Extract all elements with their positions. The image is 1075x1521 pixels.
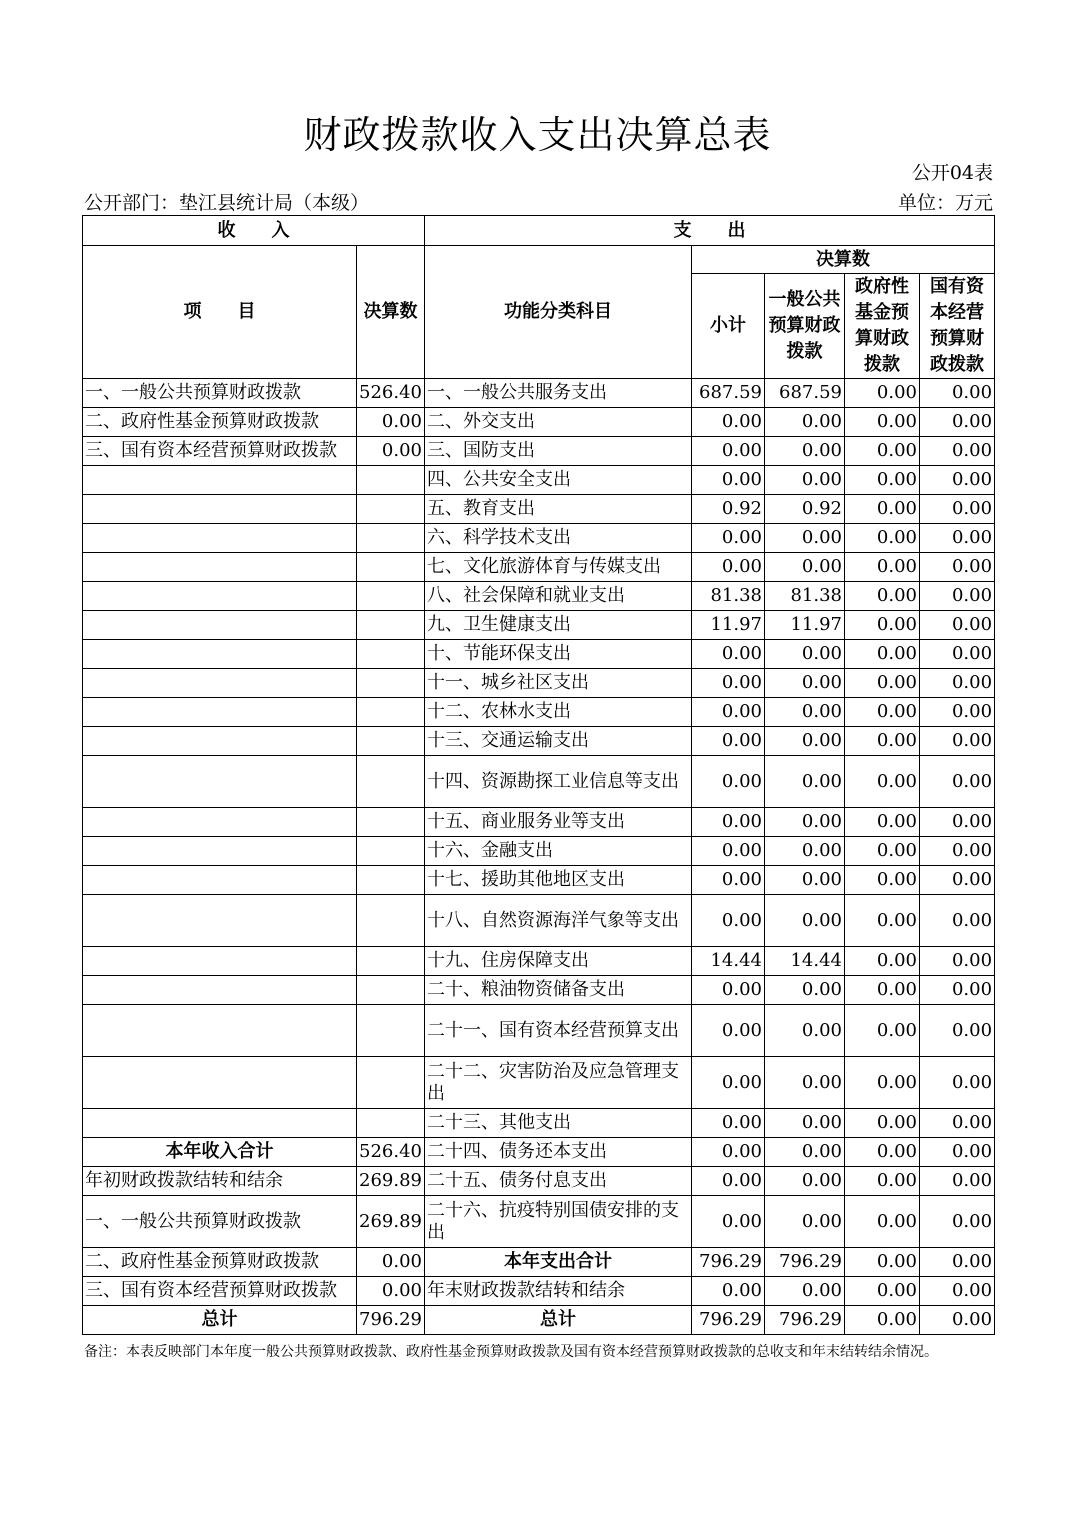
fund-value: 0.00 [845,640,920,669]
income-amount: 269.89 [357,1196,425,1248]
general-value: 14.44 [765,947,845,976]
state-value: 0.00 [920,895,995,947]
income-item-label [83,553,357,582]
expense-item-label: 十一、城乡社区支出 [425,669,692,698]
subtotal-value: 0.00 [692,408,765,437]
income-amount [357,640,425,669]
fund-value: 0.00 [845,976,920,1005]
budget-table [82,215,995,1335]
fund-value: 0.00 [845,1109,920,1138]
general-value: 0.00 [765,976,845,1005]
table-row [83,437,995,466]
income-item-label [83,611,357,640]
expense-item-label: 二十三、其他支出 [425,1109,692,1138]
state-value: 0.00 [920,466,995,495]
state-value: 0.00 [920,698,995,727]
table-row [83,947,995,976]
income-amount [357,611,425,640]
state-value: 0.00 [920,837,995,866]
general-value: 0.00 [765,640,845,669]
general-value: 0.00 [765,1167,845,1196]
state-value: 0.00 [920,495,995,524]
table-row [83,837,995,866]
subtotal-value: 0.00 [692,524,765,553]
fund-value: 0.00 [845,1306,920,1335]
income-item-label [83,582,357,611]
income-amount [357,727,425,756]
expense-item-label: 四、公共安全支出 [425,466,692,495]
state-value: 0.00 [920,1167,995,1196]
table-row [83,698,995,727]
expense-item-label: 九、卫生健康支出 [425,611,692,640]
income-amount: 0.00 [357,1248,425,1277]
state-value: 0.00 [920,866,995,895]
income-amount [357,495,425,524]
income-item-label [83,1109,357,1138]
table-row [83,1167,995,1196]
general-value: 0.00 [765,1005,845,1057]
subtotal-value: 81.38 [692,582,765,611]
expense-item-label: 十二、农林水支出 [425,698,692,727]
income-amount [357,698,425,727]
expense-item-label: 八、社会保障和就业支出 [425,582,692,611]
subtotal-value: 14.44 [692,947,765,976]
income-amount: 0.00 [357,408,425,437]
income-amount: 796.29 [357,1306,425,1335]
state-value: 0.00 [920,1057,995,1109]
fund-value: 0.00 [845,553,920,582]
fund-value: 0.00 [845,1005,920,1057]
expense-item-label: 十三、交通运输支出 [425,727,692,756]
table-row [83,1057,995,1109]
general-header: 一般公共预算财政拨款 [765,274,845,379]
table-row [83,1306,995,1335]
state-value: 0.00 [920,1138,995,1167]
table-note: 备注：本表反映部门本年度一般公共预算财政拨款、政府性基金预算财政拨款及国有资本经营预算财政拨款的总收支和年末结转结余情况。 [84,1344,938,1360]
general-value: 0.00 [765,808,845,837]
expense-item-label: 十、节能环保支出 [425,640,692,669]
state-value: 0.00 [920,582,995,611]
table-row [83,1248,995,1277]
header-row-mid [83,246,995,274]
general-value: 796.29 [765,1306,845,1335]
subtotal-value: 0.00 [692,698,765,727]
table-row [83,727,995,756]
income-item-label [83,1005,357,1057]
table-row [83,379,995,408]
table-row [83,611,995,640]
income-item-label: 三、国有资本经营预算财政拨款 [83,437,357,466]
state-value: 0.00 [920,1109,995,1138]
income-item-label [83,976,357,1005]
table-row [83,895,995,947]
table-row [83,408,995,437]
expense-item-label: 二十二、灾害防治及应急管理支出 [425,1057,692,1109]
expense-item-label: 十九、住房保障支出 [425,947,692,976]
expense-item-label: 总计 [425,1306,692,1335]
income-item-label [83,756,357,808]
expense-item-label: 一、一般公共服务支出 [425,379,692,408]
fund-value: 0.00 [845,582,920,611]
income-amount [357,582,425,611]
subtotal-value: 0.00 [692,466,765,495]
subtotal-value: 0.00 [692,1196,765,1248]
income-item-label: 三、国有资本经营预算财政拨款 [83,1277,357,1306]
fund-value: 0.00 [845,1277,920,1306]
subtotal-value: 0.00 [692,1138,765,1167]
income-amount [357,466,425,495]
table-row [83,1109,995,1138]
subtotal-value: 0.00 [692,727,765,756]
general-value: 0.00 [765,437,845,466]
amount-header: 决算数 [357,246,425,379]
table-row [83,669,995,698]
state-value: 0.00 [920,1196,995,1248]
state-value: 0.00 [920,808,995,837]
income-item-label: 一、一般公共预算财政拨款 [83,1196,357,1248]
fund-value: 0.00 [845,1196,920,1248]
expense-item-label: 五、教育支出 [425,495,692,524]
expense-item-label: 十五、商业服务业等支出 [425,808,692,837]
func-header: 功能分类科目 [425,246,692,379]
income-item-label: 二、政府性基金预算财政拨款 [83,1248,357,1277]
general-value: 0.00 [765,553,845,582]
state-value: 0.00 [920,437,995,466]
fund-value: 0.00 [845,611,920,640]
income-amount [357,1109,425,1138]
general-value: 0.00 [765,1138,845,1167]
table-row [83,976,995,1005]
expense-item-label: 本年支出合计 [425,1248,692,1277]
income-item-label [83,947,357,976]
state-value: 0.00 [920,408,995,437]
state-value: 0.00 [920,640,995,669]
expense-item-label: 二十一、国有资本经营预算支出 [425,1005,692,1057]
expense-item-label: 十四、资源勘探工业信息等支出 [425,756,692,808]
table-row [83,466,995,495]
subtotal-value: 0.00 [692,756,765,808]
subtotal-value: 0.92 [692,495,765,524]
income-amount: 269.89 [357,1167,425,1196]
income-amount: 526.40 [357,379,425,408]
fund-value: 0.00 [845,408,920,437]
expense-item-label: 年末财政拨款结转和结余 [425,1277,692,1306]
general-value: 0.00 [765,866,845,895]
table-row [83,866,995,895]
expense-item-label: 十八、自然资源海洋气象等支出 [425,895,692,947]
table-row [83,640,995,669]
fund-value: 0.00 [845,466,920,495]
income-item-label [83,727,357,756]
subtotal-value: 0.00 [692,837,765,866]
fund-header: 政府性基金预算财政拨款 [845,274,920,379]
expense-item-label: 六、科学技术支出 [425,524,692,553]
general-value: 0.00 [765,524,845,553]
expense-item-label: 二、外交支出 [425,408,692,437]
income-amount [357,808,425,837]
income-item-label [83,524,357,553]
income-amount [357,553,425,582]
fund-value: 0.00 [845,895,920,947]
fund-value: 0.00 [845,524,920,553]
income-item-label [83,698,357,727]
table-row [83,524,995,553]
income-amount [357,837,425,866]
state-value: 0.00 [920,1248,995,1277]
state-value: 0.00 [920,1277,995,1306]
state-value: 0.00 [920,727,995,756]
income-item-label [83,1057,357,1109]
table-row [83,1277,995,1306]
subtotal-value: 0.00 [692,669,765,698]
general-value: 81.38 [765,582,845,611]
general-value: 687.59 [765,379,845,408]
final-header: 决算数 [692,246,995,274]
income-amount: 526.40 [357,1138,425,1167]
form-number: 公开04表 [911,162,993,184]
expense-item-label: 十七、援助其他地区支出 [425,866,692,895]
subtotal-value: 796.29 [692,1248,765,1277]
general-value: 0.00 [765,698,845,727]
income-amount [357,976,425,1005]
expense-item-label: 三、国防支出 [425,437,692,466]
subtotal-value: 0.00 [692,437,765,466]
income-item-label: 本年收入合计 [83,1138,357,1167]
state-value: 0.00 [920,947,995,976]
income-item-label [83,808,357,837]
expense-item-label: 二十六、抗疫特别国债安排的支出 [425,1196,692,1248]
subtotal-value: 687.59 [692,379,765,408]
state-value: 0.00 [920,553,995,582]
fund-value: 0.00 [845,1057,920,1109]
state-value: 0.00 [920,524,995,553]
income-amount: 0.00 [357,437,425,466]
unit-label: 单位：万元 [897,192,993,214]
fund-value: 0.00 [845,1167,920,1196]
subtotal-value: 0.00 [692,1109,765,1138]
subtotal-value: 0.00 [692,1057,765,1109]
expense-item-label: 七、文化旅游体育与传媒支出 [425,553,692,582]
table-row [83,1005,995,1057]
item-header: 项 目 [83,246,357,379]
state-value: 0.00 [920,669,995,698]
table-row [83,553,995,582]
income-amount [357,866,425,895]
fund-value: 0.00 [845,866,920,895]
income-item-label [83,466,357,495]
fund-value: 0.00 [845,808,920,837]
table-row [83,1196,995,1248]
general-value: 0.00 [765,895,845,947]
fund-value: 0.00 [845,669,920,698]
state-value: 0.00 [920,379,995,408]
income-amount [357,1057,425,1109]
general-value: 0.00 [765,1109,845,1138]
subtotal-value: 0.00 [692,640,765,669]
subtotal-value: 0.00 [692,895,765,947]
subtotal-value: 0.00 [692,866,765,895]
general-value: 0.92 [765,495,845,524]
subtotal-value: 0.00 [692,1005,765,1057]
fund-value: 0.00 [845,495,920,524]
income-item-label [83,640,357,669]
income-item-label [83,837,357,866]
fund-value: 0.00 [845,756,920,808]
fund-value: 0.00 [845,837,920,866]
income-amount [357,524,425,553]
expense-item-label: 二十五、债务付息支出 [425,1167,692,1196]
state-value: 0.00 [920,1306,995,1335]
subtotal-value: 0.00 [692,1167,765,1196]
state-value: 0.00 [920,756,995,808]
subtotal-value: 0.00 [692,1277,765,1306]
general-value: 0.00 [765,727,845,756]
income-amount [357,895,425,947]
income-item-label [83,895,357,947]
income-item-label [83,866,357,895]
state-value: 0.00 [920,1005,995,1057]
general-value: 11.97 [765,611,845,640]
expense-item-label: 十六、金融支出 [425,837,692,866]
fund-value: 0.00 [845,698,920,727]
general-value: 0.00 [765,756,845,808]
income-item-label: 年初财政拨款结转和结余 [83,1167,357,1196]
income-item-label [83,495,357,524]
general-value: 0.00 [765,837,845,866]
fund-value: 0.00 [845,1248,920,1277]
income-amount [357,669,425,698]
income-header: 收 入 [83,216,425,246]
income-item-label: 总计 [83,1306,357,1335]
table-row [83,1138,995,1167]
subtotal-value: 0.00 [692,976,765,1005]
subtotal-value: 796.29 [692,1306,765,1335]
state-value: 0.00 [920,611,995,640]
general-value: 0.00 [765,1277,845,1306]
subtotal-value: 11.97 [692,611,765,640]
expense-header: 支 出 [425,216,995,246]
general-value: 796.29 [765,1248,845,1277]
general-value: 0.00 [765,1057,845,1109]
income-item-label [83,669,357,698]
expense-item-label: 二十四、债务还本支出 [425,1138,692,1167]
subtotal-value: 0.00 [692,553,765,582]
income-amount [357,1005,425,1057]
general-value: 0.00 [765,408,845,437]
general-value: 0.00 [765,1196,845,1248]
general-value: 0.00 [765,669,845,698]
fund-value: 0.00 [845,437,920,466]
state-value: 0.00 [920,976,995,1005]
subtotal-header: 小计 [692,274,765,379]
income-amount [357,947,425,976]
income-item-label: 一、一般公共预算财政拨款 [83,379,357,408]
fund-value: 0.00 [845,727,920,756]
expense-item-label: 二十、粮油物资储备支出 [425,976,692,1005]
subtotal-value: 0.00 [692,808,765,837]
fund-value: 0.00 [845,1138,920,1167]
table-row [83,756,995,808]
general-value: 0.00 [765,466,845,495]
table-row [83,808,995,837]
header-row-top [83,216,995,246]
state-header: 国有资本经营预算财政拨款 [920,274,995,379]
income-amount: 0.00 [357,1277,425,1306]
table-row [83,582,995,611]
income-item-label: 二、政府性基金预算财政拨款 [83,408,357,437]
table-row [83,495,995,524]
fund-value: 0.00 [845,947,920,976]
department-label: 公开部门：垫江县统计局（本级） [84,192,370,214]
fund-value: 0.00 [845,379,920,408]
page-title: 财政拨款收入支出决算总表 [303,113,772,157]
income-amount [357,756,425,808]
